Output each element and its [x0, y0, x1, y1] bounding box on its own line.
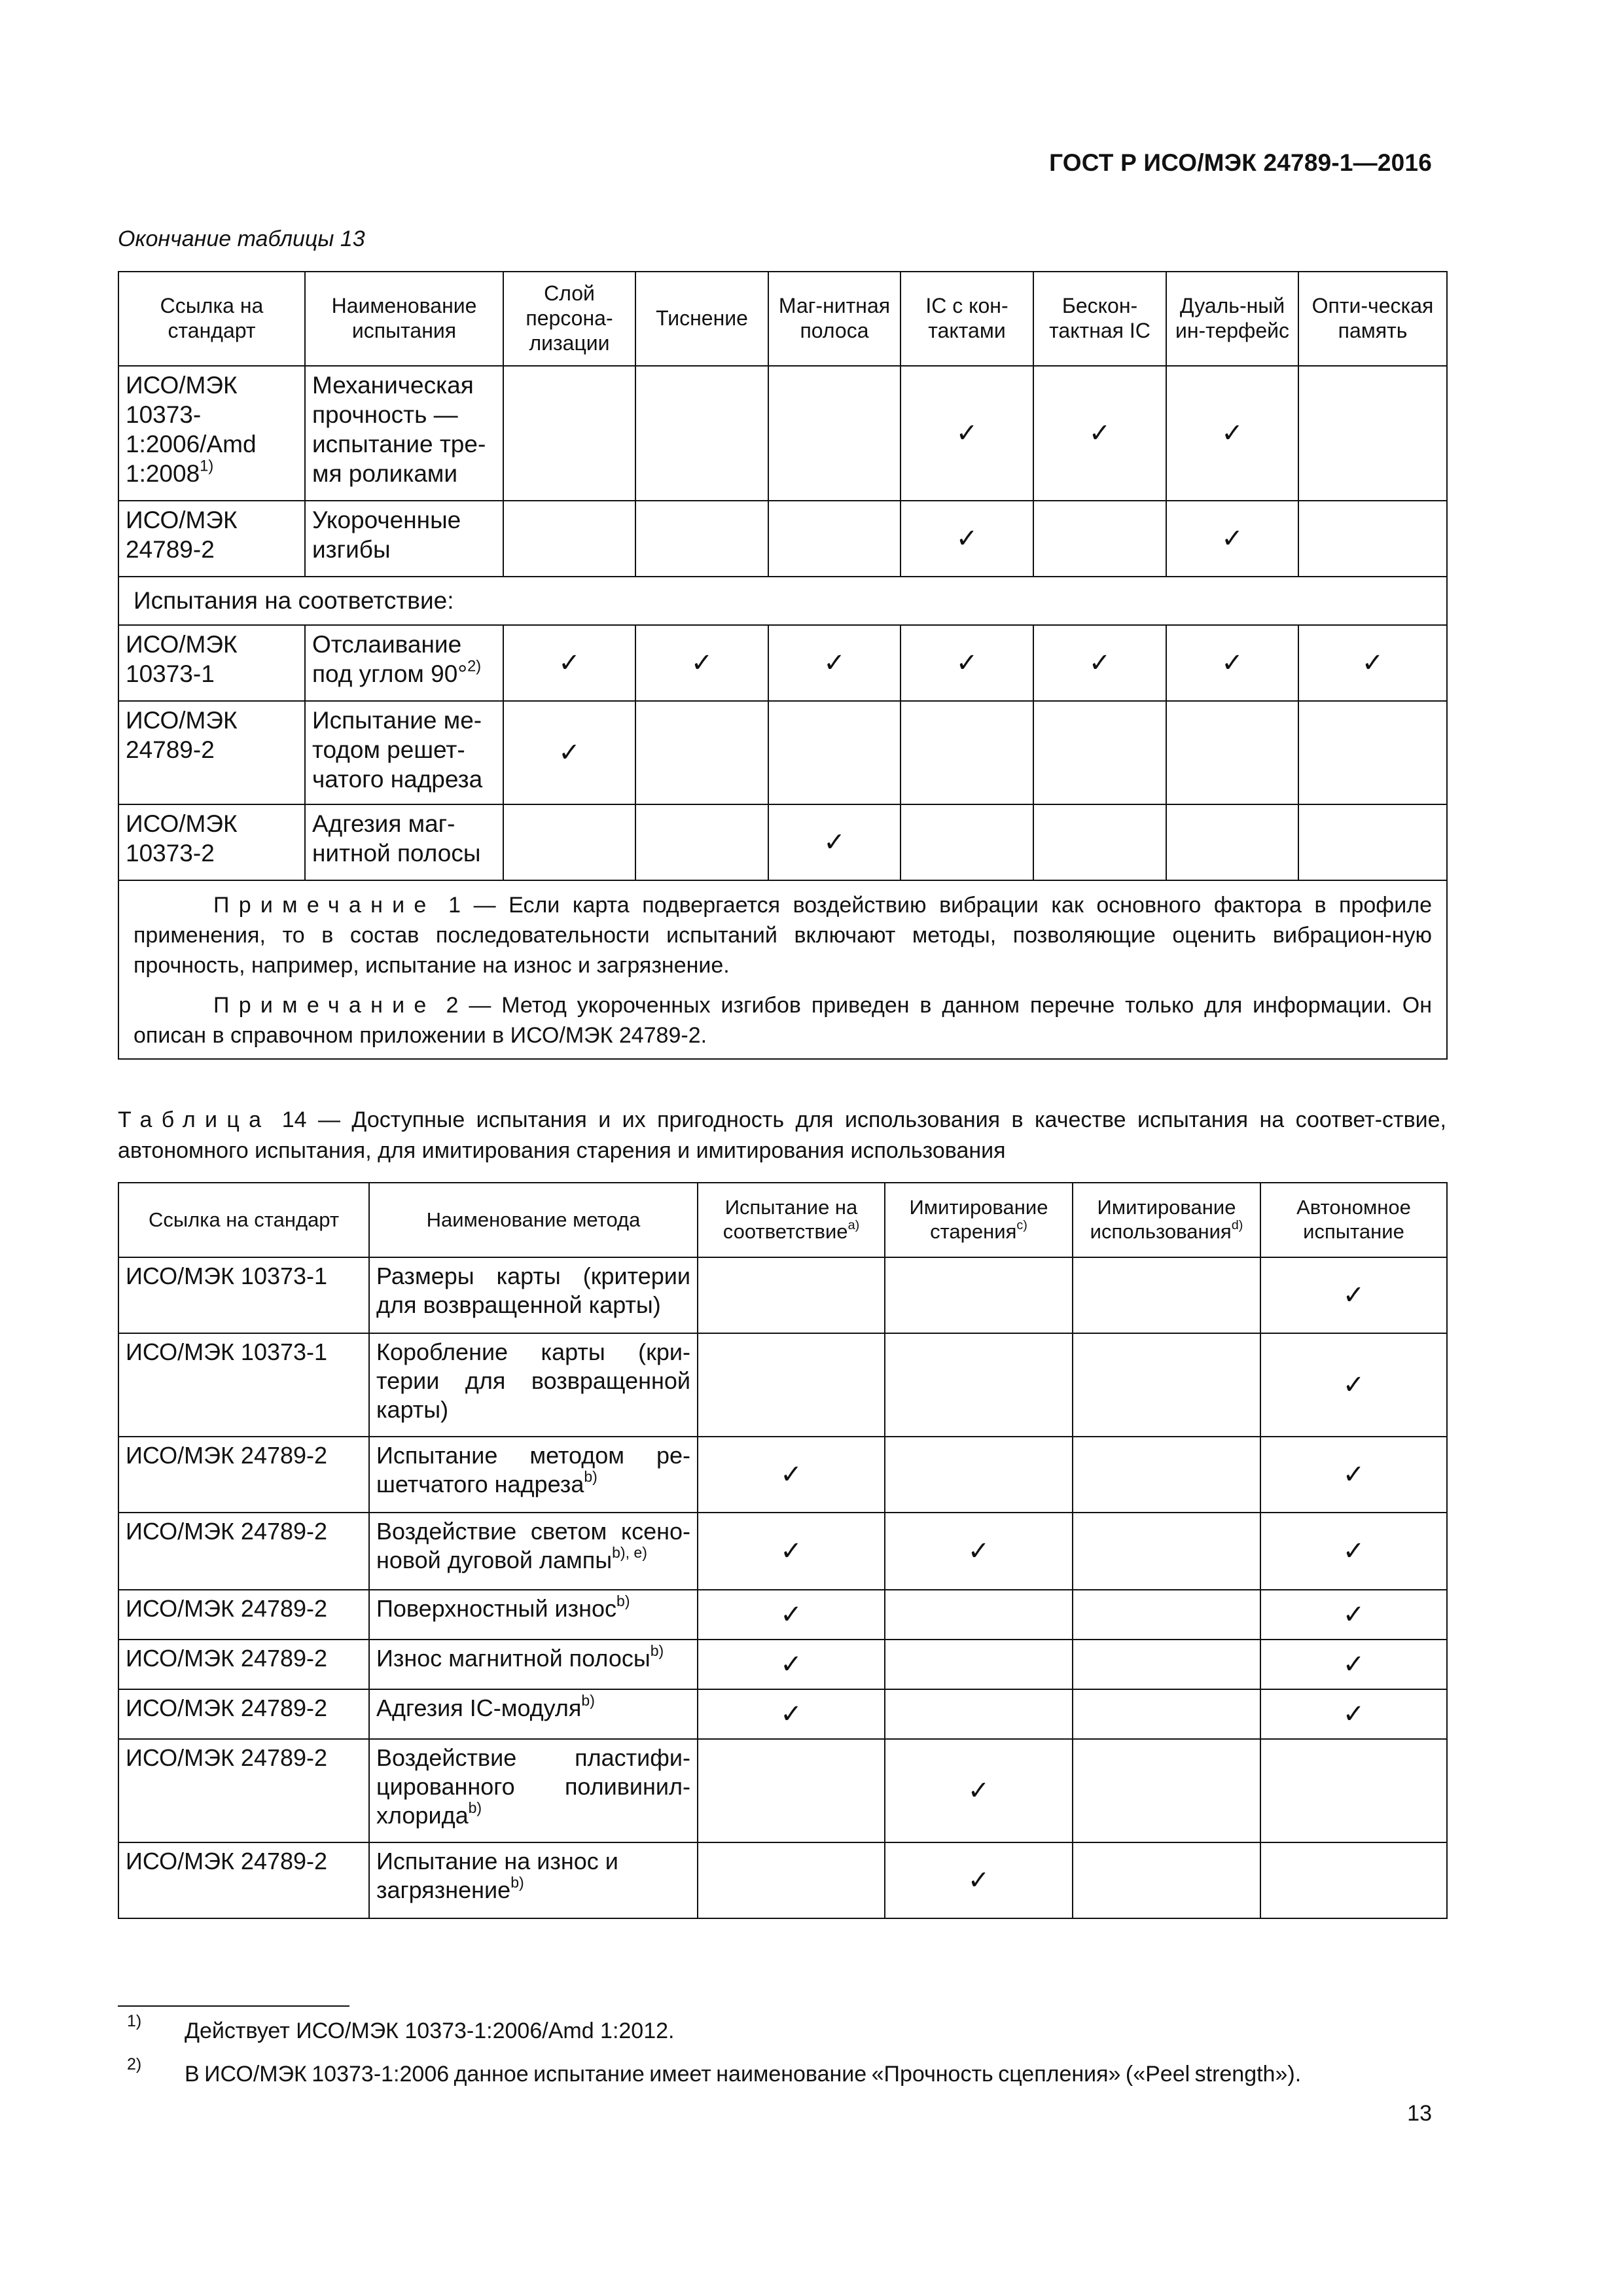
method-name-text: Износ магнитной полосы	[376, 1645, 651, 1672]
empty-cell	[1033, 501, 1166, 577]
check-mark: ✓	[1260, 1257, 1447, 1333]
check-mark: ✓	[1260, 1437, 1447, 1513]
test-name-cell: Укороченные изгибы	[305, 501, 503, 577]
check-mark: ✓	[885, 1513, 1073, 1590]
ref-cell: ИСО/МЭК 10373-2	[118, 804, 305, 880]
ref-cell: ИСО/МЭК 24789-2	[118, 1437, 369, 1513]
empty-cell	[1298, 701, 1447, 804]
t13-header-optical-memory: Опти-ческая память	[1298, 272, 1447, 366]
footnote-ref: b)	[650, 1641, 664, 1659]
test-name-cell: Адгезия маг-нитной полосы	[305, 804, 503, 880]
footnote-text: В ИСО/МЭК 10373-1:2006 данное испытание имеет наименование «Прочность сцепления» («Peel strength»).	[185, 2062, 1302, 2087]
test-name-cell: Испытание ме-тодом решет-чатого надреза	[305, 701, 503, 804]
table13-notes	[118, 880, 1447, 1059]
note-2	[134, 990, 1432, 1050]
note-2-text: 2 — Метод укороченных изгибов приведен в данном перечне только для информации. Он описан в справочном приложении в ИСО/МЭК 24789-2.	[134, 992, 1432, 1048]
empty-cell	[635, 366, 768, 501]
t14-header-aging-text: Имитирование старения	[909, 1196, 1048, 1243]
method-name-cell	[369, 1739, 698, 1842]
method-name-cell	[369, 1590, 698, 1640]
empty-cell	[1073, 1842, 1260, 1918]
ref-cell: ИСО/МЭК 24789-2	[118, 1640, 369, 1689]
table-row	[118, 1590, 1447, 1640]
empty-cell	[1073, 1513, 1260, 1590]
method-name-text: Воздействие светом ксено-новой дуговой лампы	[376, 1518, 690, 1573]
method-name-cell	[369, 1640, 698, 1689]
table-row	[118, 625, 1447, 701]
empty-cell	[1298, 804, 1447, 880]
footnote-mark: 2)	[127, 2055, 142, 2073]
empty-cell	[698, 1333, 885, 1437]
footnote-ref: a)	[847, 1218, 860, 1233]
empty-cell	[768, 366, 901, 501]
t14-header-usage	[1073, 1183, 1260, 1257]
method-name-cell	[369, 1513, 698, 1590]
method-name-cell	[369, 1689, 698, 1739]
check-mark: ✓	[698, 1513, 885, 1590]
check-mark: ✓	[901, 366, 1033, 501]
check-mark: ✓	[1260, 1689, 1447, 1739]
empty-cell	[698, 1842, 885, 1918]
method-name-cell: Коробление карты (кри-терии для возвращенной карты)	[369, 1333, 698, 1437]
table-row	[118, 804, 1447, 880]
check-mark: ✓	[698, 1640, 885, 1689]
check-mark: ✓	[698, 1689, 885, 1739]
table-13	[118, 271, 1448, 1060]
empty-cell	[1260, 1842, 1447, 1918]
t14-header-aging	[885, 1183, 1073, 1257]
t13-header-ref: Ссылка на стандарт	[118, 272, 305, 366]
table-row	[118, 366, 1447, 501]
note-2-label: Примечание	[213, 992, 436, 1018]
check-mark: ✓	[1260, 1640, 1447, 1689]
footnote-mark: 1)	[127, 2012, 142, 2030]
check-mark: ✓	[1166, 625, 1298, 701]
table14-caption-text: 14 — Доступные испытания и их пригодность для использования в качестве испытания на соответ-ствие, автономного испытания, для имитирования старения и имитирования использования	[118, 1107, 1446, 1163]
check-mark: ✓	[1260, 1513, 1447, 1590]
empty-cell	[1033, 701, 1166, 804]
empty-cell	[901, 804, 1033, 880]
table14-caption-label: Таблица	[118, 1107, 271, 1132]
table14-header-row	[118, 1183, 1447, 1257]
check-mark: ✓	[1166, 366, 1298, 501]
empty-cell	[1073, 1689, 1260, 1739]
check-mark: ✓	[768, 625, 901, 701]
table-row	[118, 1257, 1447, 1333]
check-mark: ✓	[503, 701, 635, 804]
empty-cell	[885, 1640, 1073, 1689]
check-mark: ✓	[885, 1739, 1073, 1842]
empty-cell	[635, 501, 768, 577]
empty-cell	[1166, 804, 1298, 880]
empty-cell	[1073, 1437, 1260, 1513]
empty-cell	[1073, 1590, 1260, 1640]
t14-header-ref: Ссылка на стандарт	[118, 1183, 369, 1257]
footnote-2	[127, 2055, 1442, 2087]
ref-cell: ИСО/МЭК 24789-2	[118, 1513, 369, 1590]
empty-cell	[1298, 501, 1447, 577]
footnote-ref: b)	[616, 1592, 630, 1609]
empty-cell	[698, 1739, 885, 1842]
method-name-text: Испытание методом ре-шетчатого надреза	[376, 1442, 690, 1498]
empty-cell	[1073, 1257, 1260, 1333]
check-mark: ✓	[901, 501, 1033, 577]
document-header: ГОСТ Р ИСО/МЭК 24789-1—2016	[1049, 149, 1432, 176]
footnote-ref: b), e)	[612, 1543, 647, 1561]
test-name-cell: Механическая прочность — испытание тре-мя роликами	[305, 366, 503, 501]
empty-cell	[503, 366, 635, 501]
footnote-ref: b)	[510, 1873, 524, 1891]
empty-cell	[885, 1689, 1073, 1739]
empty-cell	[901, 701, 1033, 804]
empty-cell	[885, 1333, 1073, 1437]
table-row	[118, 701, 1447, 804]
check-mark: ✓	[698, 1590, 885, 1640]
t13-header-contactless-ic: Бескон-тактная IC	[1033, 272, 1166, 366]
t14-header-method: Наименование метода	[369, 1183, 698, 1257]
check-mark: ✓	[901, 625, 1033, 701]
ref-cell: ИСО/МЭК 24789-2	[118, 1590, 369, 1640]
empty-cell	[635, 804, 768, 880]
ref-cell: ИСО/МЭК 10373-1	[118, 1257, 369, 1333]
footnote-ref: 2)	[467, 658, 482, 675]
empty-cell	[1033, 804, 1166, 880]
t14-header-conformance-text: Испытание на соответствие	[722, 1196, 858, 1243]
empty-cell	[635, 701, 768, 804]
empty-cell	[1298, 366, 1447, 501]
t13-header-name: Наименование испытания	[305, 272, 503, 366]
t14-header-standalone: Автономное испытание	[1260, 1183, 1447, 1257]
note-1	[134, 890, 1432, 981]
group-heading: Испытания на соответствие:	[118, 577, 1447, 625]
check-mark: ✓	[1033, 366, 1166, 501]
table-row	[118, 501, 1447, 577]
empty-cell	[768, 501, 901, 577]
method-name-text: Воздействие пластифи-цированного поливинил-хлорида	[376, 1744, 690, 1829]
footnote-divider	[118, 2005, 349, 2007]
table13-caption: Окончание таблицы 13	[118, 226, 365, 251]
method-name-cell	[369, 1842, 698, 1918]
table-row	[118, 1513, 1447, 1590]
empty-cell	[768, 701, 901, 804]
method-name-text: Поверхностный износ	[376, 1595, 617, 1622]
check-mark: ✓	[503, 625, 635, 701]
footnote-ref: d)	[1231, 1218, 1243, 1233]
table-row	[118, 1640, 1447, 1689]
empty-cell	[1166, 701, 1298, 804]
t13-header-personalization: Слой персона-лизации	[503, 272, 635, 366]
check-mark: ✓	[1033, 625, 1166, 701]
ref-cell: ИСО/МЭК 24789-2	[118, 501, 305, 577]
note-1-text: 1 — Если карта подвергается воздействию вибрации как основного фактора в профиле применения, то в состав последовательности испытаний включают методы, позволяющие оценить вибрацион-ную прочность, например, испытание на износ и загрязнение.	[134, 893, 1432, 978]
method-name-text: Испытание на износ и загрязнение	[376, 1848, 618, 1903]
ref-cell: ИСО/МЭК 24789-2	[118, 1842, 369, 1918]
page-number: 13	[1407, 2101, 1432, 2126]
check-mark: ✓	[1298, 625, 1447, 701]
method-name-cell	[369, 1437, 698, 1513]
footnote-ref: 1)	[200, 457, 214, 475]
check-mark: ✓	[1260, 1333, 1447, 1437]
ref-cell: ИСО/МЭК 24789-2	[118, 701, 305, 804]
table-14	[118, 1182, 1448, 1919]
ref-text: ИСО/МЭК 10373-1:2006/Amd 1:2008	[126, 372, 257, 488]
ref-cell: ИСО/МЭК 10373-1	[118, 625, 305, 701]
ref-cell	[118, 366, 305, 501]
check-mark: ✓	[768, 804, 901, 880]
check-mark: ✓	[635, 625, 768, 701]
footnote-ref: b)	[581, 1691, 595, 1709]
footnote-ref: c)	[1016, 1218, 1027, 1233]
method-name-cell: Размеры карты (критерии для возвращенной карты)	[369, 1257, 698, 1333]
table-row	[118, 1333, 1447, 1437]
check-mark: ✓	[698, 1437, 885, 1513]
test-name-text: Отслаивание под углом 90°	[312, 631, 468, 688]
t13-header-dual-interface: Дуаль-ный ин-терфейс	[1166, 272, 1298, 366]
empty-cell	[503, 804, 635, 880]
empty-cell	[503, 501, 635, 577]
method-name-text: Адгезия IC-модуля	[376, 1695, 582, 1721]
footnote-ref: b)	[584, 1467, 597, 1485]
table-row	[118, 1437, 1447, 1513]
t13-header-contact-ic: IC с кон-тактами	[901, 272, 1033, 366]
check-mark: ✓	[1166, 501, 1298, 577]
footnote-ref: b)	[468, 1799, 482, 1816]
notes-row	[118, 880, 1447, 1059]
ref-cell: ИСО/МЭК 24789-2	[118, 1739, 369, 1842]
table-row	[118, 1842, 1447, 1918]
ref-cell: ИСО/МЭК 24789-2	[118, 1689, 369, 1739]
empty-cell	[885, 1437, 1073, 1513]
t13-header-embossing: Тиснение	[635, 272, 768, 366]
check-mark: ✓	[885, 1842, 1073, 1918]
footnote-1	[127, 2012, 675, 2044]
test-name-cell	[305, 625, 503, 701]
empty-cell	[885, 1257, 1073, 1333]
table13-header-row	[118, 272, 1447, 366]
ref-cell: ИСО/МЭК 10373-1	[118, 1333, 369, 1437]
group-row	[118, 577, 1447, 625]
empty-cell	[1073, 1739, 1260, 1842]
table-row	[118, 1739, 1447, 1842]
empty-cell	[885, 1590, 1073, 1640]
note-1-label: Примечание	[213, 893, 436, 918]
t14-header-usage-text: Имитирование использования	[1090, 1196, 1236, 1243]
empty-cell	[1260, 1739, 1447, 1842]
footnote-text: Действует ИСО/МЭК 10373-1:2006/Amd 1:2012.	[185, 2018, 675, 2043]
table14-caption	[118, 1105, 1446, 1166]
table-row	[118, 1689, 1447, 1739]
t13-header-magstripe: Маг-нитная полоса	[768, 272, 901, 366]
check-mark: ✓	[1260, 1590, 1447, 1640]
t14-header-conformance	[698, 1183, 885, 1257]
empty-cell	[1073, 1640, 1260, 1689]
empty-cell	[698, 1257, 885, 1333]
empty-cell	[1073, 1333, 1260, 1437]
